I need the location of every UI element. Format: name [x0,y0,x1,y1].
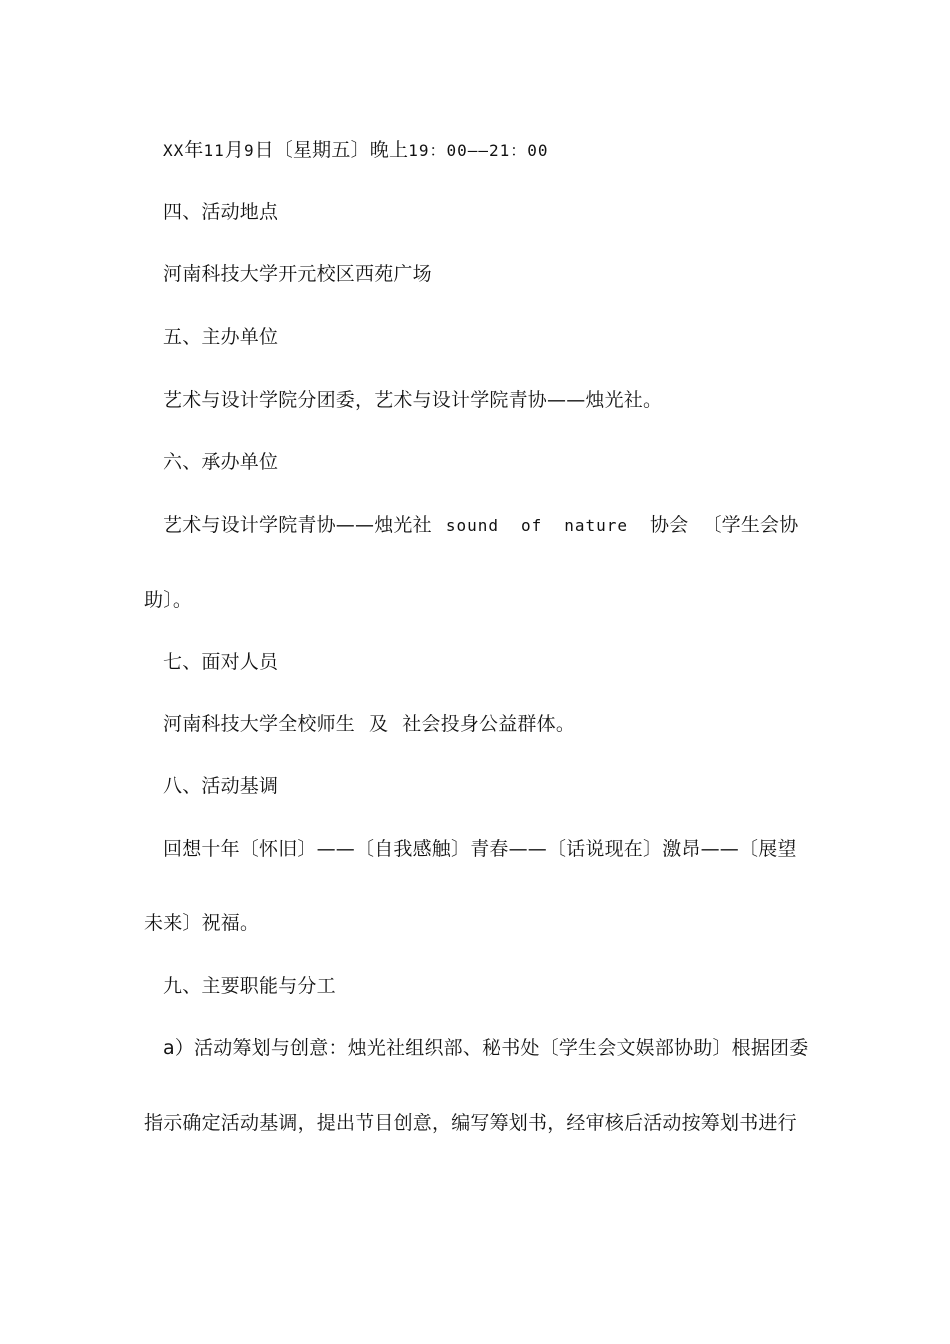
section-heading-venue: 四、活动地点 [163,201,279,223]
english-word-nature: nature [564,516,629,535]
audience-part-2: 社会投身公益群体。 [402,713,576,735]
section-heading-tone: 八、活动基调 [163,775,279,797]
section-heading-audience: 七、面对人员 [163,651,279,673]
duty-item-a [163,1036,808,1060]
venue-text: 河南科技大学开元校区西苑广场 [163,263,432,285]
organizer-text: 艺术与设计学院分团委，艺术与设计学院青协——烛光社。 [163,389,663,411]
section-heading-organizer: 五、主办单位 [163,326,279,348]
section-heading-duties: 九、主要职能与分工 [163,975,336,997]
association-text: 协会 [650,514,689,536]
audience-conjunction: 及 [369,713,389,735]
time-range: 19：00——21：00 [408,141,549,160]
duty-item-text: 活动筹划与创意：烛光社组织部、秘书处〔学生会文娱部协助〕根据团委 [194,1037,809,1059]
co-organizer-continuation: 助〕。 [144,589,193,611]
duty-item-continuation: 指示确定活动基调，提出节目创意，编写筹划书，经审核后活动按筹划书进行 [144,1112,797,1134]
english-word-of: of [520,516,543,535]
audience-text [163,712,575,736]
day-number: 9 [243,141,255,160]
co-organizer-text [163,513,798,538]
co-organizer-name: 艺术与设计学院青协——烛光社 [163,514,432,536]
year-placeholder: XX [163,141,185,160]
english-word-sound: sound [445,516,499,535]
event-time-line [163,138,549,163]
student-union-text: 〔学生会协 [702,514,799,536]
year-char: 年 [184,139,204,161]
month-number: 11 [203,141,225,160]
tone-text: 回想十年〔怀旧〕——〔自我感触〕青春——〔话说现在〕激昂——〔展望 [163,838,797,860]
audience-part-1: 河南科技大学全校师生 [163,713,356,735]
month-char: 月 [224,139,244,161]
section-heading-co-organizer: 六、承办单位 [163,451,279,473]
duty-item-marker: a） [163,1037,195,1059]
tone-continuation: 未来〕祝福。 [144,912,260,934]
day-weekday-text: 日〔星期五〕晚上 [254,139,409,161]
